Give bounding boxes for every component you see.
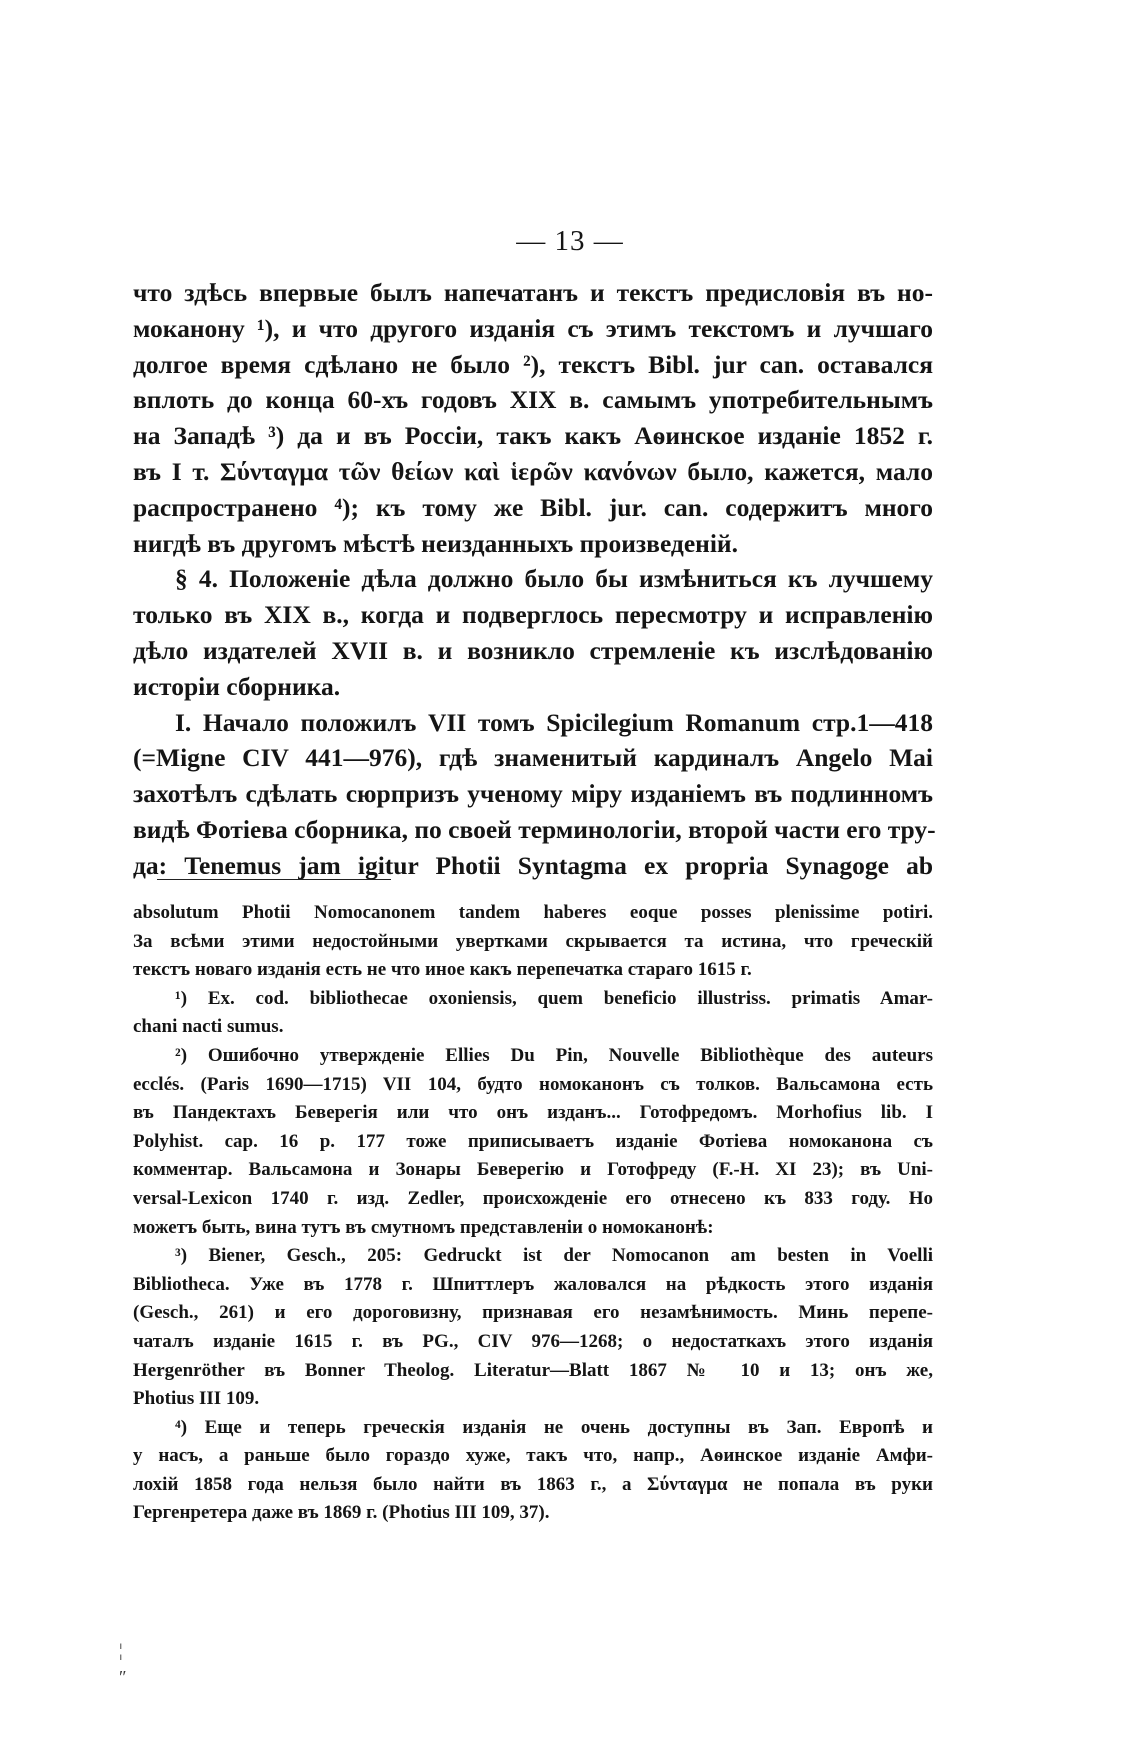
text-line: только въ XIX в., когда и подверглось пересмотру и исправленію [133, 600, 933, 630]
footnote-line: Гергенретера даже въ 1869 г. (Photius III 109, 37). [133, 1502, 550, 1524]
main-text [133, 275, 936, 884]
margin-mark: ¦ [119, 1640, 123, 1660]
footnote-line: ⁴) Еще и теперь греческія изданія не очень доступны въ Зап. Европѣ и [175, 1416, 933, 1438]
footnote-line: въ Пандектахъ Беверегія или что онъ изданъ... Готофредомъ. Morhofius lib. I [133, 1102, 933, 1124]
text-line: что здѣсь впервые былъ напечатанъ и текстъ предисловія въ но- [133, 278, 933, 307]
text-line: распространено ⁴); къ тому же Bibl. jur. can. содержитъ много [133, 492, 933, 522]
footnote-line: можетъ быть, вина тутъ въ смутномъ представленіи о номоканонѣ: [133, 1216, 714, 1238]
footnote-line: Polyhist. cap. 16 p. 177 тоже приписываетъ изданіе Фотіева номоканона съ [133, 1130, 933, 1152]
margin-mark: ″ [119, 1667, 127, 1687]
footnote-line: текстъ новаго изданія есть не что иное какъ перепечатка стараго 1615 г. [133, 959, 752, 981]
text-line: исторіи сборника. [133, 671, 341, 701]
footnote-line: у насъ, а раньше было гораздо хуже, такъ что, напр., Аѳинское изданіе Амфи- [133, 1445, 933, 1467]
text-line: моканону ¹), и что другого изданія съ этимъ текстомъ и лучшаго [133, 313, 933, 343]
text-line: дѣло издателей XVII в. и возникло стремленіе къ изслѣдованію [133, 635, 933, 665]
footnote-line: chani nacti sumus. [133, 1016, 284, 1038]
footnote-line: лохій 1858 года нельзя было найти въ 1863 г., а Σύνταγμα не попала въ руки [133, 1473, 933, 1495]
text-line: видѣ Фотіева сборника, по своей терминологіи, второй части его тру- [133, 814, 936, 844]
text-line: захотѣлъ сдѣлать сюрпризъ ученому міру изданіемъ въ подлинномъ [133, 779, 933, 809]
footnote-line: versal-Lexicon 1740 г. изд. Zedler, происхожденіе его отнесено къ 833 году. Но [133, 1187, 933, 1209]
text-line: да: Tenemus jam igitur Photii Syntagma ex propria Synagoge ab [133, 850, 933, 880]
footnote-line: чаталъ изданіе 1615 г. въ PG., CIV 976—1268; о недостаткахъ этого изданія [133, 1330, 933, 1352]
text-line: I. Начало положилъ VII томъ Spicilegium Romanum стр.1—418 [175, 707, 933, 737]
text-line: въ I т. Σύνταγμα τῶν θείων καὶ ἱερῶν κανόνων было, кажется, мало [133, 456, 933, 486]
page-number: — 13 — [516, 225, 624, 257]
footnote-line: (Gesch., 261) и его дороговизну, признавая его незамѣнимость. Минь перепе- [133, 1302, 933, 1324]
text-line: (=Migne CIV 441—976), гдѣ знаменитый кардиналъ Angelo Mai [133, 743, 933, 773]
footnote-line: комментар. Вальсамона и Зонары Беверегію и Готофреду (F.-H. XI 23); въ Uni- [133, 1159, 933, 1181]
footnote-separator [157, 879, 391, 880]
text-line: § 4. Положеніе дѣла должно было бы измѣниться къ лучшему [175, 564, 933, 594]
text-line: вплоть до конца 60-хъ годовъ XIX в. самымъ употребительнымъ [133, 385, 933, 415]
footnote-line: Bibliotheca. Уже въ 1778 г. Шпиттлеръ жаловался на рѣдкость этого изданія [133, 1273, 933, 1295]
footnote-line: ²) Ошибочно утвержденіе Ellies Du Pin, Nouvelle Bibliothèque des auteurs [175, 1044, 933, 1066]
footnote-line: ecclés. (Paris 1690—1715) VII 104, будто номоканонъ съ толков. Вальсамона есть [133, 1073, 933, 1095]
footnote-line: ³) Biener, Gesch., 205: Gedruckt ist der Nomocanon am besten in Voelli [175, 1245, 933, 1267]
text-line: нигдѣ въ другомъ мѣстѣ неизданныхъ произведеній. [133, 528, 738, 558]
footnotes [133, 899, 933, 1528]
text-line: долгое время сдѣлано не было ²), текстъ Bibl. jur can. оставался [133, 349, 933, 379]
footnote-line: Hergenröther въ Bonner Theolog. Literatur—Blatt 1867 № 10 и 13; онъ же, [133, 1359, 933, 1381]
footnote-line: ¹) Ex. cod. bibliothecae oxoniensis, quem beneficio illustriss. primatis Amar- [175, 987, 933, 1009]
footnote-line: Photius III 109. [133, 1388, 260, 1410]
footnote-line: absolutum Photii Nomocanonem tandem haberes eoque posses plenissime potiri. [133, 902, 933, 923]
text-line: на Западѣ ³) да и въ Россіи, такъ какъ Аѳинское изданіе 1852 г. [133, 421, 933, 451]
footnote-line: За всѣми этими недостойными увертками скрывается та истина, что греческій [133, 930, 933, 952]
